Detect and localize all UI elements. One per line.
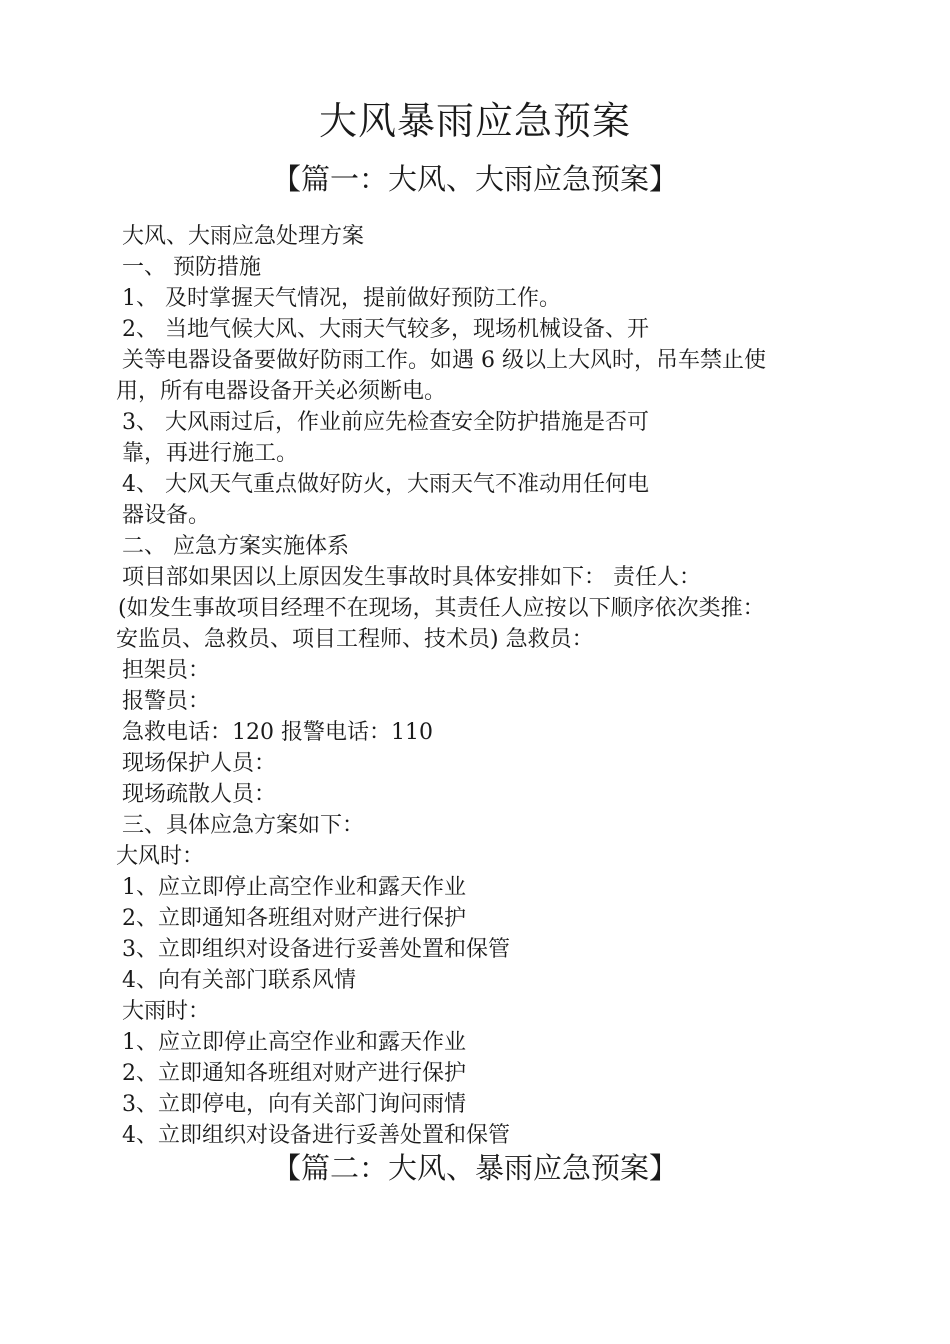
document-title: 大风暴雨应急预案 (318, 99, 631, 143)
text-line: 急救电话：120 报警电话：110 (122, 720, 433, 745)
text-line: 2、 当地气候大风、大雨天气较多，现场机械设备、开 (122, 317, 649, 342)
text-line: 4、向有关部门联系风情 (122, 968, 356, 993)
text-line: 3、立即组织对设备进行妥善处置和保管 (122, 937, 510, 962)
text-line: 3、立即停电，向有关部门询问雨情 (122, 1092, 466, 1117)
text-line: 1、应立即停止高空作业和露天作业 (122, 875, 466, 900)
text-line: 4、 大风天气重点做好防火，大雨天气不准动用任何电 (122, 472, 649, 497)
text-line: 一、 预防措施 (122, 255, 261, 280)
text-line: 项目部如果因以上原因发生事故时具体安排如下： 责任人： (122, 565, 701, 590)
text-line: 三、具体应急方案如下： (122, 813, 365, 838)
text-line: 二、 应急方案实施体系 (122, 534, 349, 559)
section-heading-1: 【篇一：大风、大雨应急预案】 (271, 162, 678, 196)
text-line: 担架员： (122, 658, 211, 683)
text-line: 3、 大风雨过后，作业前应先检查安全防护措施是否可 (122, 410, 649, 435)
text-line: (如发生事故项目经理不在现场，其责任人应按以下顺序依次类推： (118, 596, 765, 621)
text-line: 2、立即通知各班组对财产进行保护 (122, 906, 466, 931)
text-line: 报警员： (122, 689, 211, 714)
text-line: 用，所有电器设备开关必须断电。 (116, 379, 447, 404)
text-line: 大风、大雨应急处理方案 (122, 224, 365, 249)
text-line: 现场保护人员： (122, 751, 277, 776)
text-line: 1、 及时掌握天气情况，提前做好预防工作。 (122, 286, 561, 311)
text-line: 靠，再进行施工。 (122, 441, 299, 466)
section-heading-2: 【篇二：大风、暴雨应急预案】 (271, 1151, 678, 1185)
text-line: 大风时： (116, 844, 205, 869)
text-line: 4、立即组织对设备进行妥善处置和保管 (122, 1123, 510, 1148)
text-line: 安监员、急救员、项目工程师、技术员) 急救员： (116, 627, 594, 652)
text-line: 大雨时： (122, 999, 211, 1024)
text-line: 关等电器设备要做好防雨工作。如遇 6 级以上大风时，吊车禁止使 (122, 348, 766, 373)
text-line: 器设备。 (122, 503, 211, 528)
text-line: 2、立即通知各班组对财产进行保护 (122, 1061, 466, 1086)
text-line: 1、应立即停止高空作业和露天作业 (122, 1030, 466, 1055)
text-line: 现场疏散人员： (122, 782, 277, 807)
